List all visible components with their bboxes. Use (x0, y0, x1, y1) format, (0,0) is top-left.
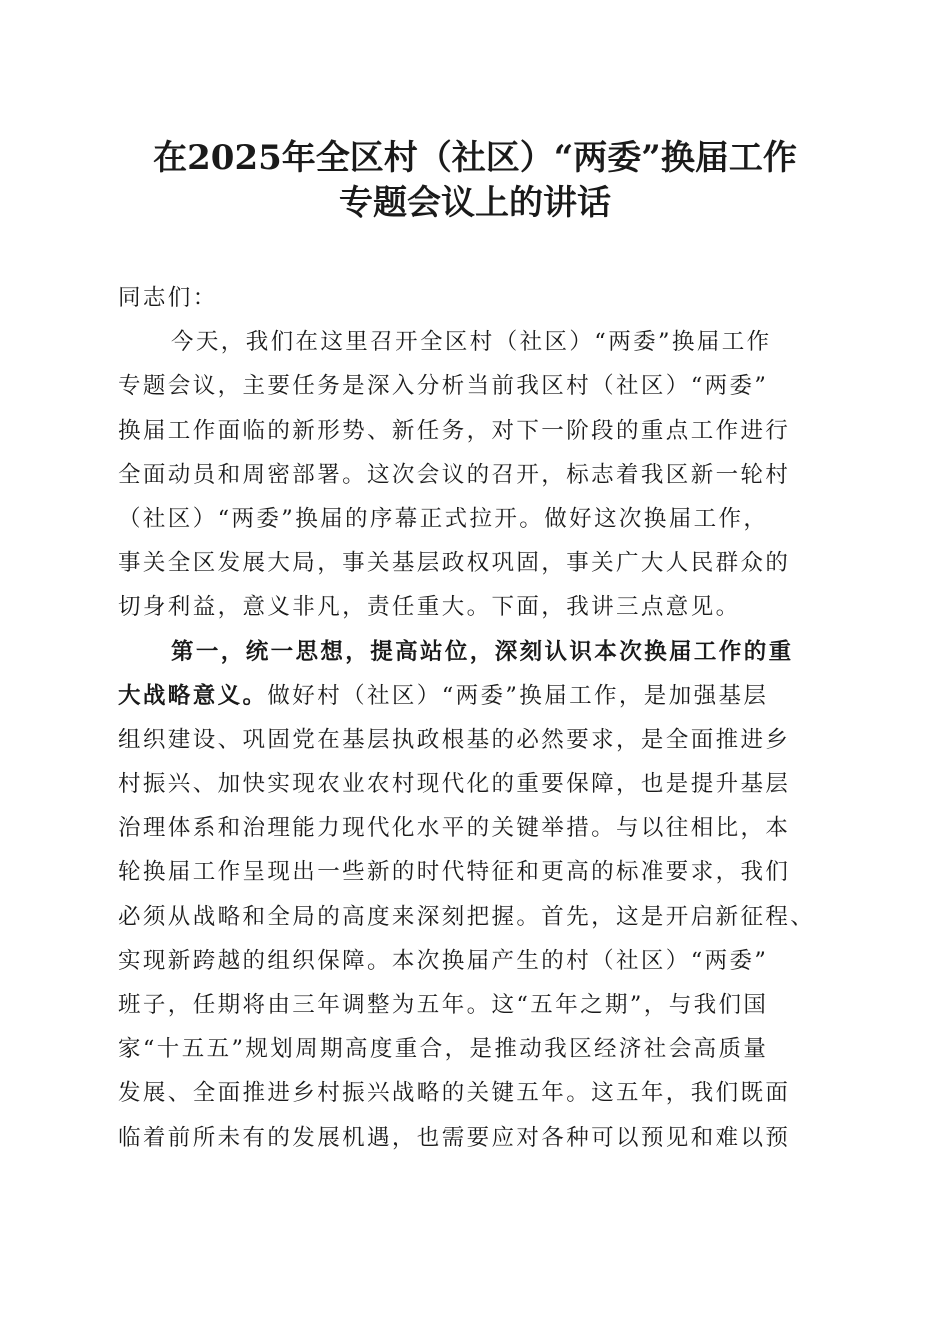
paragraph-line: 换届工作面临的新形势、新任务，对下一阶段的重点工作进行 (118, 417, 791, 444)
paragraph-line: 治理体系和治理能力现代化水平的关键举措。与以往相比，本 (118, 815, 791, 842)
paragraph-line: （社区）“两委”换届的序幕正式拉开。做好这次换届工作， (118, 505, 769, 532)
paragraph-line: 今天，我们在这里召开全区村（社区）“两委”换届工作 (171, 329, 772, 356)
paragraph-line (118, 674, 838, 718)
paragraph-line: 轮换届工作呈现出一些新的时代特征和更高的标准要求，我们 (118, 859, 791, 886)
paragraph-line: 临着前所未有的发展机遇，也需要应对各种可以预见和难以预 (118, 1124, 791, 1151)
paragraph-line: 必须从战略和全局的高度来深刻把握。首先，这是开启新征程、 (118, 903, 816, 930)
paragraph-line: 发展、全面推进乡村振兴战略的关键五年。这五年，我们既面 (118, 1080, 791, 1107)
paragraph-text: 做好村（社区）“两委”换届工作，是加强基层 (267, 682, 769, 709)
paragraph-line: 班子，任期将由三年调整为五年。这“五年之期”，与我们国 (118, 992, 769, 1018)
paragraph-line: 家“十五五”规划周期高度重合，是推动我区经济社会高质量 (118, 1036, 769, 1063)
paragraph-line: 组织建设、巩固党在基层执政根基的必然要求，是全面推进乡 (118, 726, 791, 753)
paragraph-line: 村振兴、加快实现农业农村现代化的重要保障，也是提升基层 (118, 771, 791, 798)
salutation: 同志们： (118, 285, 218, 311)
title-line-1: 在2025年全区村（社区）“两委”换届工作 (153, 138, 797, 178)
section-heading-line: 第一，统一思想，提高站位，深刻认识本次换届工作的重 (171, 638, 794, 665)
section-heading-tail: 大战略意义。 (118, 682, 268, 709)
paragraph-line: 事关全区发展大局，事关基层政权巩固，事关广大人民群众的 (118, 550, 791, 577)
paragraph-line: 实现新跨越的组织保障。本次换届产生的村（社区）“两委” (118, 947, 769, 974)
paragraph-line: 专题会议，主要任务是深入分析当前我区村（社区）“两委” (118, 373, 769, 400)
paragraph-line: 全面动员和周密部署。这次会议的召开，标志着我区新一轮村 (118, 461, 791, 488)
speech-body (118, 276, 838, 1160)
paragraph-line: 切身利益，意义非凡，责任重大。下面，我讲三点意见。 (118, 594, 741, 621)
title-line-2: 专题会议上的讲话 (339, 183, 611, 223)
